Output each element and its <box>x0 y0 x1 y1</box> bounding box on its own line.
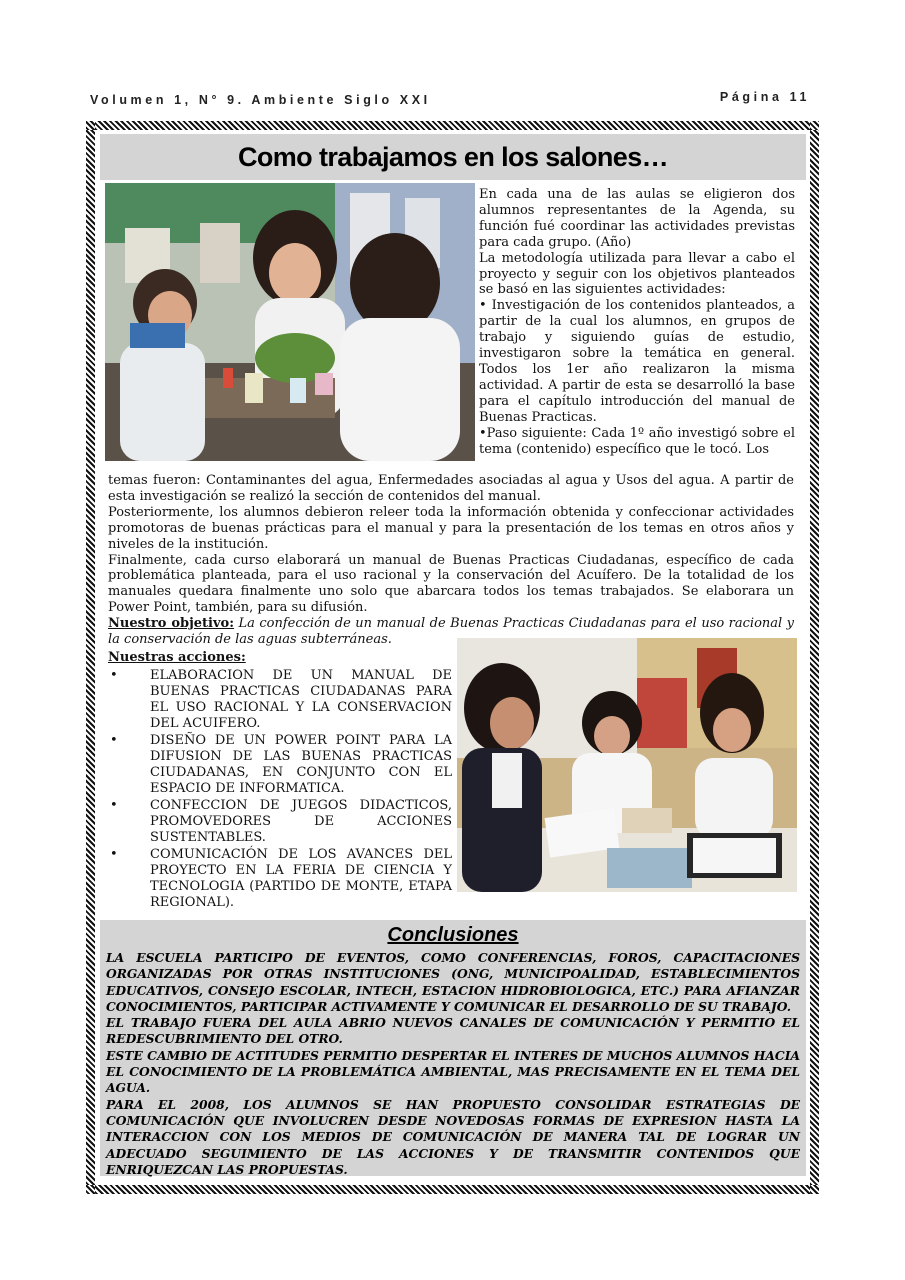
finalmente-paragraph: Finalmente, cada curso elaborará un manual de Buenas Practicas Ciudadanas, específico de cada problemática planteada, para el uso racional y la conservación del Acuífero. De la totalidad de los manuales quedara finalmente uno solo que abarcara todos los temas trabajados. Se elaborara un Power Point, también, para su difusión. <box>108 552 794 616</box>
article-title: Como trabajamos en los salones… <box>100 134 806 180</box>
classroom-photo-reading <box>457 638 797 892</box>
action-text: DISEÑO DE UN POWER POINT PARA LA DIFUSION DE LAS BUENAS PRACTICAS CIUDADANAS, EN CONJUNTO CON EL ESPACIO DE INFORMATICA. <box>150 733 452 796</box>
body-paragraphs <box>108 473 794 648</box>
list-item <box>108 847 452 911</box>
list-item <box>108 798 452 846</box>
actions-label: Nuestras acciones: <box>108 650 246 665</box>
classroom-photo-model <box>105 183 475 461</box>
conclusions-title: Conclusiones <box>387 924 519 946</box>
list-item <box>108 668 452 732</box>
actions-heading <box>108 650 448 666</box>
topics-paragraph: temas fueron: Contaminantes del agua, Enfermedades asociadas al agua y Usos del agua. A partir de esta investigación se realizó la sección de contenidos del manual. <box>108 473 794 504</box>
page-number: Página 11 <box>719 90 810 104</box>
list-item <box>108 733 452 797</box>
intro-methodology: La metodología utilizada para llevar a cabo el proyecto y seguir con los objetivos planteados se basó en las siguientes actividades: <box>479 250 795 298</box>
conclusions-box <box>100 920 806 1176</box>
article-frame <box>86 121 819 1194</box>
bullet-icon: • <box>110 798 118 814</box>
action-text: COMUNICACIÓN DE LOS AVANCES DEL PROYECTO EN LA FERIA DE CIENCIA Y TECNOLOGIA (PARTIDO DE MONTE, ETAPA REGIONAL). <box>150 847 452 910</box>
intro-paragraph <box>479 187 795 457</box>
objective-text: La confección de un manual de Buenas Practicas Ciudadanas para el uso racional y la conservación de las aguas subterráneas. <box>108 616 794 648</box>
intro-representatives: En cada una de las aulas se eligieron dos alumnos representantes de la Agenda, su función fué coordinar las actividades previstas para cada grupo. (Año) <box>479 187 795 250</box>
page-header-publication: Volumen 1, N° 9. Ambiente Siglo XXI <box>90 93 431 107</box>
article-body <box>95 130 810 1185</box>
bullet-icon: • <box>110 847 118 863</box>
conclusions-text: LA ESCUELA PARTICIPO DE EVENTOS, COMO CONFERENCIAS, FOROS, CAPACITACIONES ORGANIZADAS POR OTRAS INSTITUCIONES (ONG, MUNICIPOALIDAD, ESTABLECIMIENTOS EDUCATIVOS, CONSEJO ESCOLAR, INTECH, ESTACION HIDROBIOLOGICA, ETC.) PARA AFIANZAR CONOCIMIENTOS, PARTICIPAR ACTIVAMENTE Y COMUNICAR EL DESARROLLO DE SU TRABAJO. EL TRABAJO FUERA DEL AULA ABRIO NUEVOS CANALES DE COMUNICACIÓN Y PERMITIO EL REDESCUBRIMIENTO DEL OTRO. ESTE CAMBIO DE ACTITUDES PERMITIO DESPERTAR EL INTERES DE MUCHOS ALUMNOS HACIA EL CONOCIMIENTO DE LA PROBLEMÁTICA AMBIENTAL, MAS PRECISAMENTE EN EL TEMA DEL AGUA. PARA EL 2008, LOS ALUMNOS SE HAN PROPUESTO CONSOLIDAR ESTRATEGIAS DE COMUNICACIÓN QUE INVOLUCREN DESDE NOVEDOSAS FORMAS DE EXPRESION HASTA LA INTERACCION CON LOS MEDIOS DE COMUNICACIÓN DE MANERA TAL DE LOGRAR UN ADECUADO SEGUIMIENTO DE LAS ACCIONES Y DE TRANSMITIR CONTENIDOS QUE ENRIQUEZCAN LAS PROPUESTAS. <box>106 950 800 1177</box>
intro-research: • Investigación de los contenidos planteados, a partir de la cual los alumnos, en grupos de trabajo y siguiendo guías de estudio, investigaron sobre la temática en general. Todos los 1er año realizaron la misma actividad. A partir de esta se desarrolló la base para el capítulo introducción del manual de Buenas Practicas. <box>479 298 795 425</box>
posteriormente-paragraph: Posteriormente, los alumnos debieron releer toda la información obtenida y confeccionar actividades promotoras de buenas prácticas para el manual y para la presentación de los temas en otros años y niveles de la institución. <box>108 504 794 552</box>
action-text: ELABORACION DE UN MANUAL DE BUENAS PRACTICAS CIUDADANAS PARA EL USO RACIONAL Y LA CONSERVACION DEL ACUIFERO. <box>150 668 452 731</box>
bullet-icon: • <box>110 668 118 683</box>
objective-label: Nuestro objetivo: <box>108 616 235 632</box>
intro-next-step: •Paso siguiente: Cada 1º año investigó sobre el tema (contenido) específico que le tocó. Los <box>479 425 795 457</box>
actions-list <box>108 668 452 912</box>
action-text: CONFECCION DE JUEGOS DIDACTICOS, PROMOVEDORES DE ACCIONES SUSTENTABLES. <box>150 798 452 845</box>
bullet-icon: • <box>110 733 118 749</box>
